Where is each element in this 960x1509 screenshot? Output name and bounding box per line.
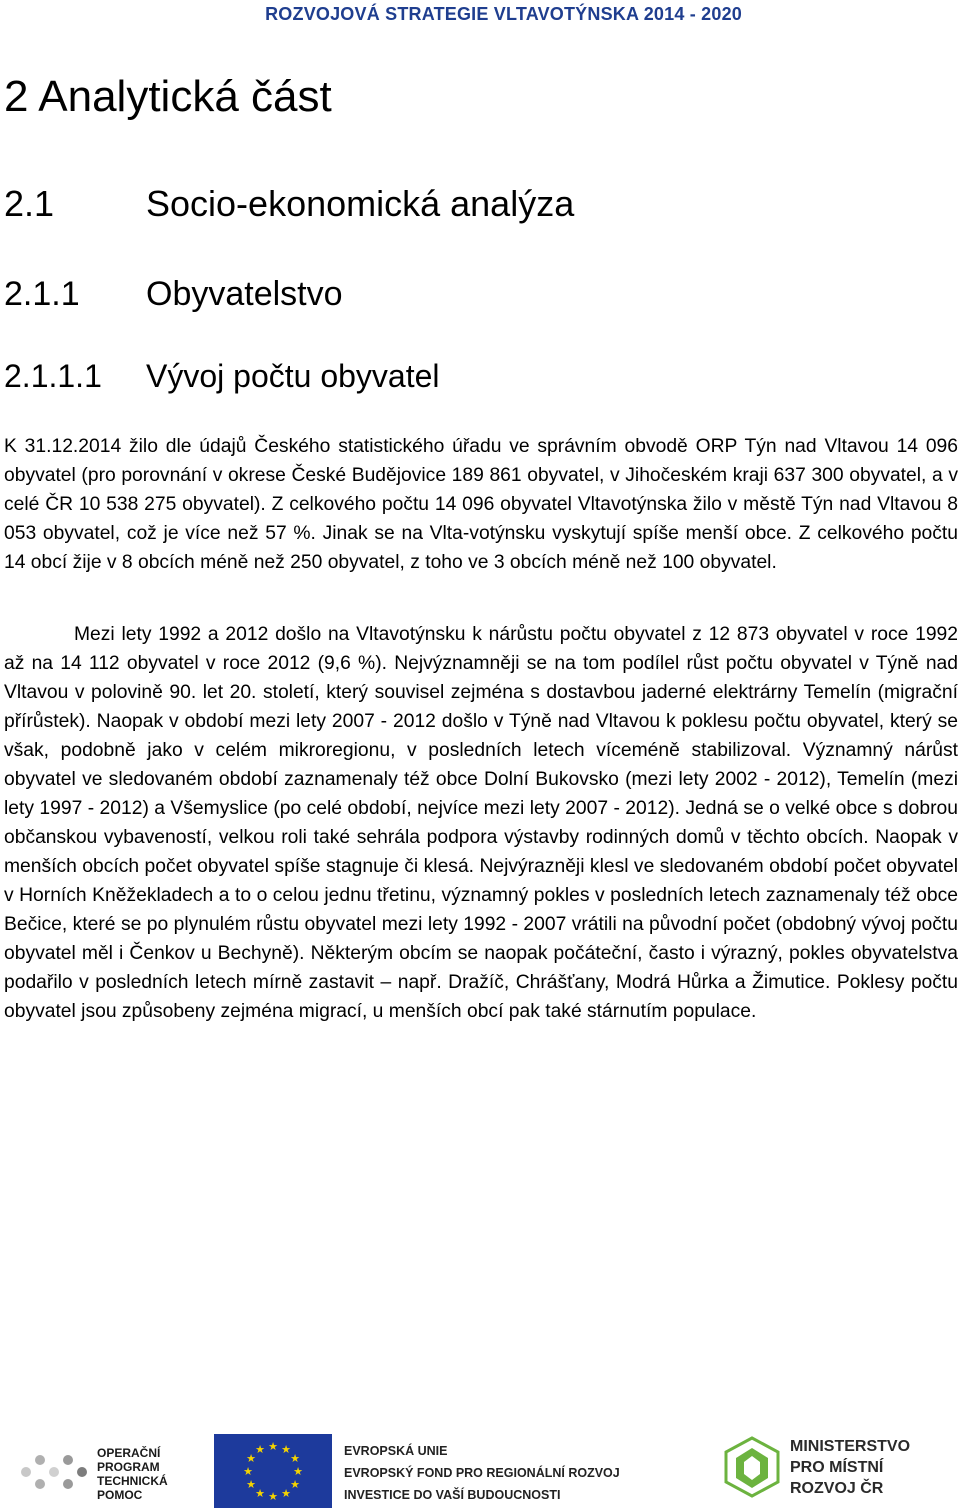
chapter-heading: 2 Analytická část [4, 72, 332, 121]
subsection-heading [4, 275, 343, 314]
svg-text:★: ★ [290, 1478, 300, 1491]
svg-text:★: ★ [246, 1478, 256, 1491]
op-line-3: TECHNICKÁ [97, 1474, 168, 1488]
mmr-line-1: MINISTERSTVO [790, 1438, 911, 1455]
svg-text:★: ★ [268, 1440, 278, 1453]
op-tp-logo-text [97, 1446, 168, 1502]
svg-text:★: ★ [246, 1452, 256, 1465]
op-line-4: POMOC [97, 1488, 143, 1502]
eu-line-3: INVESTICE DO VAŠÍ BUDOUCNOSTI [344, 1488, 561, 1502]
op-line-2: PROGRAM [97, 1460, 160, 1474]
eu-logo-text [344, 1440, 620, 1506]
eu-line-1: EVROPSKÁ UNIE [344, 1444, 448, 1458]
mmr-logo-text [790, 1436, 910, 1499]
subsubsection-number: 2.1.1.1 [4, 358, 102, 394]
eu-flag-icon [214, 1434, 332, 1508]
footer-logos [0, 1420, 960, 1509]
mmr-line-2: PRO MÍSTNÍ [790, 1459, 884, 1476]
svg-text:★: ★ [255, 1487, 265, 1500]
subsubsection-title: Vývoj počtu obyvatel [146, 358, 440, 394]
mmr-logo-mark [720, 1434, 784, 1500]
subsubsection-heading [4, 358, 440, 395]
section-heading [4, 183, 574, 225]
paragraph-population-overview: K 31.12.2014 žilo dle údajů Českého statistického úřadu ve správním obvodě ORP Týn nad Vltavou 14 096 obyvatel (pro porovnání v okrese České Budějovice 189 861 obyvatel, v Jihočeském kraji 637 300 obyvatel, a v celé ČR 10 538 275 obyvatel). Z celkového počtu 14 096 obyvatel Vltavotýnska žilo v městě Týn nad Vltavou 8 053 obyvatel, což je více než 57 %. Jinak se na Vlta-votýnsku vyskytují spíše menší obce. Z celkového počtu 14 obcí žije v 8 obcích méně než 250 obyvatel, z toho ve 3 obcích méně než 100 obyvatel. [4, 436, 958, 573]
svg-text:★: ★ [255, 1443, 265, 1456]
svg-text:★: ★ [281, 1443, 291, 1456]
subsection-title: Obyvatelstvo [146, 275, 343, 313]
svg-text:★: ★ [293, 1465, 303, 1478]
op-tp-logo-mark [4, 1438, 92, 1506]
svg-text:★: ★ [268, 1490, 278, 1503]
section-title: Socio-ekonomická analýza [146, 183, 575, 224]
svg-text:★: ★ [243, 1465, 253, 1478]
paragraph-population-trend: Mezi lety 1992 a 2012 došlo na Vltavotýnsku k nárůstu počtu obyvatel z 12 873 obyvatel v roce 1992 až na 14 112 obyvatel v roce 2012 (9,6 %). Nejvýznamněji se na tom podílel růst počtu obyvatel v Týně nad Vltavou v polovině 90. let 20. století, který souvisel zejména s dostavbou jaderné elektrárny Temelín (migrační přírůstek). Naopak v období mezi lety 2007 - 2012 došlo v Týně nad Vltavou k poklesu počtu obyvatel, který se však, podobně jako v celém mikroregionu, v posledních letech víceméně stabilizoval. Významný nárůst obyvatel ve sledovaném období zaznamenaly též obce Dolní Bukovsko (mezi lety 2002 - 2012), Temelín (mezi lety 1997 - 2012) a Všemyslice (po celé období, nejvíce mezi lety 2007 - 2012). Jedná se o velké obce s dobrou občanskou vybaveností, velkou roli také sehrála podpora výstavby rodinných domů v těchto obcích. Naopak v menších obcích počet obyvatel spíše stagnuje či klesá. Nejvýrazněji klesl ve sledovaném období počet obyvatel v Horních Kněžekladech a to o celou jednu třetinu, významný pokles v posledních letech zaznamenaly též obce Bečice, které se po plynulém růstu obyvatel mezi lety 1992 - 2007 vrátili na původní počet (obdobný vývoj počtu obyvatel měl i Čenkov u Bechyně). Některým obcím se naopak počáteční, často i výrazný, pokles obyvatelstva podařilo v posledních letech mírně zastavit – např. Dražíč, Chrášťany, Modrá Hůrka a Žimutice. Poklesy počtu obyvatel jsou způsobeny zejména migrací, u menších obcí pak také stárnutím populace. [4, 624, 958, 1022]
running-header-title: ROZVOJOVÁ STRATEGIE VLTAVOTÝNSKA 2014 - 2020 [265, 4, 742, 24]
svg-text:★: ★ [281, 1487, 291, 1500]
subsection-number: 2.1.1 [4, 275, 80, 313]
eu-line-2: EVROPSKÝ FOND PRO REGIONÁLNÍ ROZVOJ [344, 1466, 620, 1480]
running-header [0, 4, 960, 25]
section-number: 2.1 [4, 183, 55, 224]
op-line-1: OPERAČNÍ [97, 1446, 161, 1460]
mmr-line-3: ROZVOJ ČR [790, 1480, 884, 1497]
svg-text:★: ★ [290, 1452, 300, 1465]
